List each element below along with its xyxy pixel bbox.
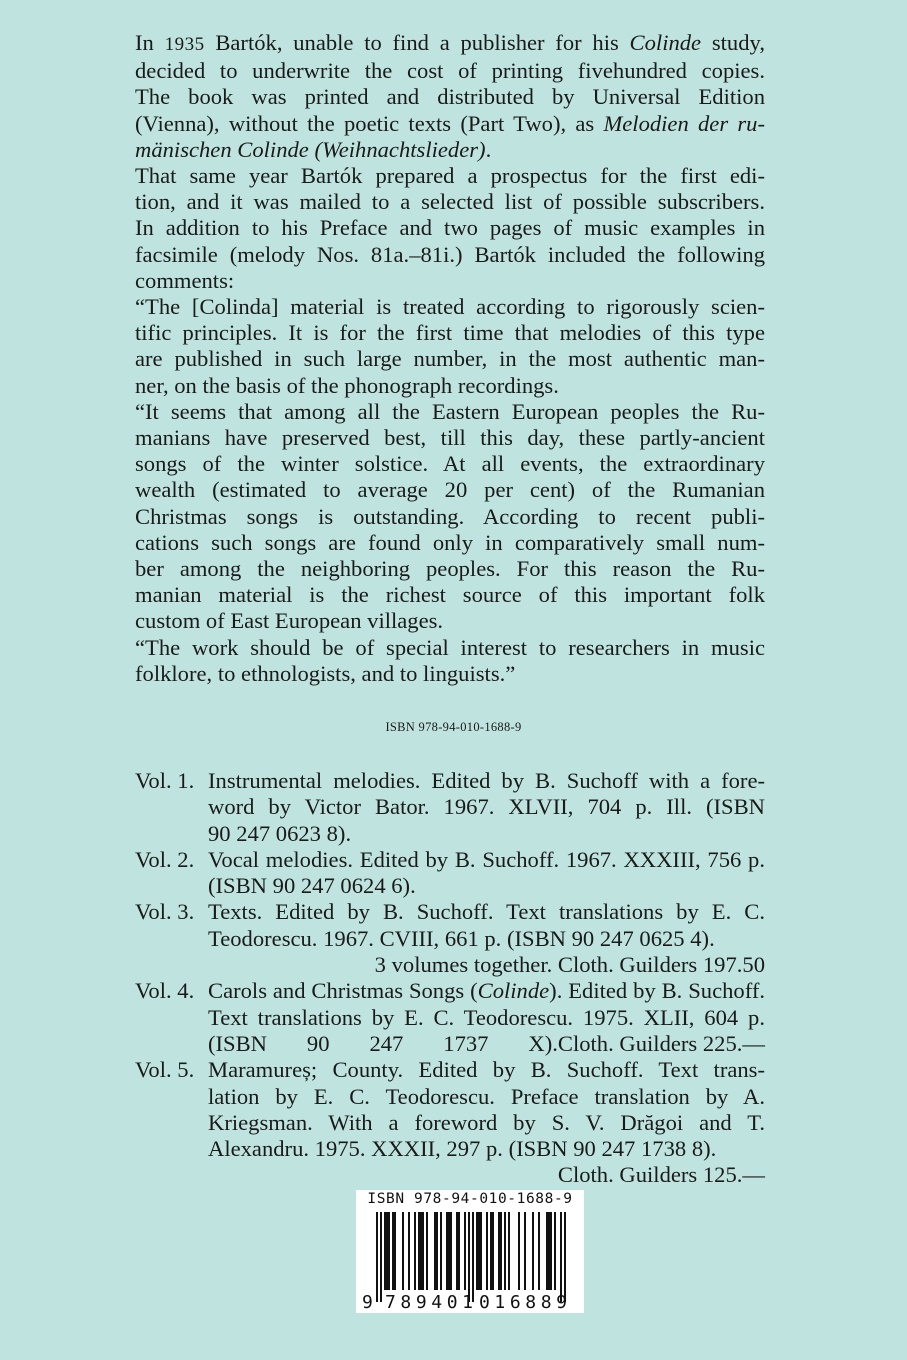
barcode-bar <box>492 1212 494 1290</box>
barcode-isbn-text: ISBN 978-94-010-1688-9 <box>367 1191 573 1207</box>
barcode-bar <box>490 1212 492 1290</box>
volume-entry: Vol. 2. Vocal melodies. Edited by B. Suchoff. 1967. XXXIII, 756 p. (ISBN 90 247 0624 6). <box>135 846 765 899</box>
isbn-label: ISBN 978-94-010-1688-9 <box>385 720 522 734</box>
barcode-bar <box>426 1212 428 1290</box>
volume-entry: Vol. 4. Carols and Christmas Songs (Colinde). Edited by B. Suchoff. Text translations by E. C. Teodorescu. 1975. XLII, 604 p. (ISBN 90 247 1737 X). Cloth. Guilders 225.— <box>135 978 765 1056</box>
barcode-bar <box>554 1212 556 1290</box>
barcode-bar <box>458 1212 460 1290</box>
barcode-bar <box>414 1212 416 1290</box>
barcode-bar <box>550 1212 552 1290</box>
barcode-bar <box>468 1212 470 1302</box>
barcode-bar <box>386 1212 388 1290</box>
barcode-bar <box>434 1212 436 1290</box>
volume-entry: Vol. 3. Texts. Edited by B. Suchoff. Text translations by E. C. Teodorescu. 1967. CVIII, 661 p. (ISBN 90 247 0625 4). 3 volumes together. Cloth. Guilders 197.50 <box>135 899 765 978</box>
barcode-bar <box>464 1212 466 1290</box>
barcode-bar <box>486 1212 488 1290</box>
barcode-bar <box>560 1212 562 1302</box>
paragraph-quote-2: “It seems that among all the Eastern European peoples the Ru- manians have preserved best, till this day, these partly-ancient songs of the winter solstice. At all events, the extraordinary wealth (estimated to average 20 per cent) of the Rumanian Christmas songs is outstanding. According to recent publi- cations such songs are found only in comparatively small num- ber among the neighboring peoples. For this reason the Ru- manian material is the richest source of this important folk custom of East European villages. <box>135 398 765 634</box>
barcode-bar <box>402 1212 404 1290</box>
barcode-bar <box>500 1212 502 1290</box>
barcode-digit-first: 9 <box>362 1292 373 1313</box>
barcode-bar <box>498 1212 500 1290</box>
barcode-bar <box>388 1212 390 1290</box>
barcode-bar <box>508 1212 510 1290</box>
barcode-bar <box>420 1212 422 1290</box>
barcode-bar <box>376 1212 378 1302</box>
barcode-graphic <box>356 1190 584 1313</box>
barcode-bar <box>480 1212 482 1290</box>
barcode-bar <box>448 1212 450 1290</box>
barcode-bar <box>394 1212 396 1290</box>
barcode-bar <box>392 1212 394 1290</box>
description-text <box>135 30 765 687</box>
barcode-bar <box>472 1212 474 1302</box>
barcode-bar <box>538 1212 540 1290</box>
barcode-bar <box>564 1212 566 1302</box>
barcode-bar <box>380 1212 382 1302</box>
barcode-bar <box>518 1212 520 1290</box>
volume-entry: Vol. 5. Maramureș; County. Edited by B. Suchoff. Text trans- lation by E. C. Teodorescu. Preface translation by A. Kriegsman. With a foreword by S. V. Drăgoi and T. Alexandru. 1975. XXXII, 297 p. (ISBN 90 247 1738 8). Cloth. Guilders 125.— <box>135 1057 765 1188</box>
barcode-bar <box>504 1212 506 1290</box>
paragraph-prospectus: That same year Bartók prepared a prospectus for the first edi- tion, and it was mailed to a selected list of possible subscribers. In addition to his Preface and two pages of music examples in facsimile (melody Nos. 81a.–81i.) Bartók included the following comments: <box>135 163 765 293</box>
barcode-bar <box>546 1212 548 1290</box>
volume-label: Vol. 1. <box>135 768 195 793</box>
volume-label: Vol. 2. <box>135 846 195 872</box>
barcode-bar <box>422 1212 424 1290</box>
price: Cloth. Guilders 125.— <box>557 1162 765 1188</box>
barcode-bar <box>436 1212 438 1290</box>
barcode-bar <box>440 1212 442 1290</box>
volume-entry: Vol. 1. Instrumental melodies. Edited by B. Suchoff with a fore- word by Victor Bator. 1967. XLVII, 704 p. Ill. (ISBN 90 247 0623 8). <box>135 768 765 846</box>
barcode-bar <box>450 1212 452 1290</box>
barcode <box>356 1190 584 1313</box>
barcode-bar <box>532 1212 534 1290</box>
volume-label: Vol. 3. <box>135 899 195 925</box>
barcode-bar <box>456 1212 458 1290</box>
paragraph-quote-1: “The [Colinda] material is treated according to rigorously scien- tific principles. It is for the first time that melodies of this type are published in such large number, in the most authentic man- ner, on the basis of the phonograph recordings. <box>135 294 765 398</box>
barcode-bar <box>476 1212 478 1290</box>
barcode-bar <box>478 1212 480 1290</box>
price: 3 volumes together. Cloth. Guilders 197.50 <box>374 952 765 978</box>
volume-label: Vol. 5. <box>135 1057 195 1083</box>
volume-list <box>135 768 765 1189</box>
paragraph-quote-3: “The work should be of special interest to researchers in music folklore, to ethnologists, and to linguists.” <box>135 634 765 686</box>
barcode-bar <box>408 1212 410 1290</box>
barcode-digits-left: 789401 <box>385 1292 473 1313</box>
paragraph-publication: In 1935 Bartók, unable to find a publisher for his Colinde study, decided to underwrite the cost of printing fivehundred copies. The book was printed and distributed by Universal Edition (Vienna), without the poetic texts (Part Two), as Melodien der ru- mänischen Colinde (Weihnachtslieder). <box>135 30 765 162</box>
barcode-bar <box>446 1212 448 1290</box>
barcode-bar <box>524 1212 526 1290</box>
volume-label: Vol. 4. <box>135 978 195 1004</box>
price: Cloth. Guilders 225.— <box>557 1030 765 1056</box>
barcode-bar <box>548 1212 550 1290</box>
barcode-bar <box>384 1212 386 1290</box>
barcode-bar <box>418 1212 420 1290</box>
barcode-digits-right: 016889 <box>479 1292 567 1313</box>
